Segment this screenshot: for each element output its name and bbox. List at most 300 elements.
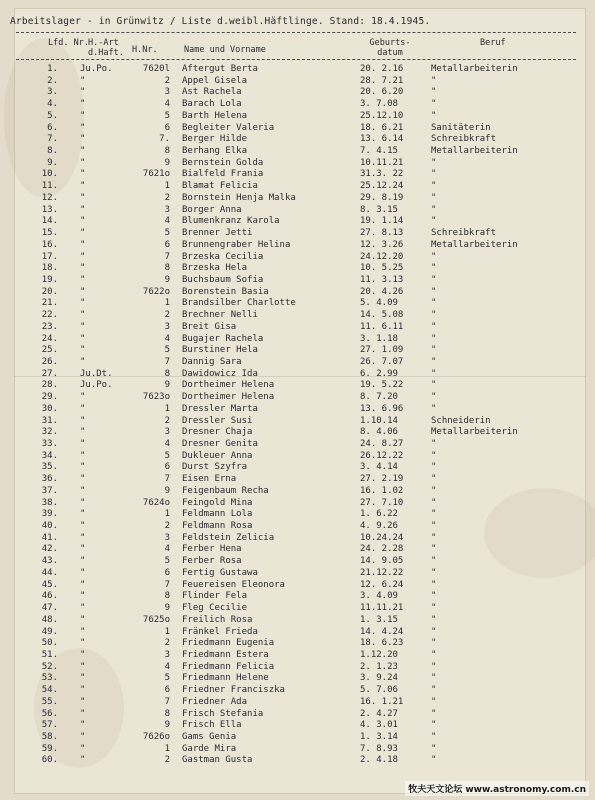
row-birthdate: 27. 2.19 bbox=[360, 474, 404, 485]
row-name: Friedmann Felicia bbox=[182, 661, 275, 672]
row-category: " bbox=[80, 216, 86, 227]
row-prisoner-number: 7625o bbox=[142, 614, 170, 625]
row-occupation: " bbox=[431, 169, 437, 180]
row-prisoner-number: 8 bbox=[164, 708, 170, 719]
row-number: 41. bbox=[41, 532, 58, 543]
row-prisoner-number: 2 bbox=[164, 75, 170, 86]
row-category: " bbox=[80, 462, 86, 473]
row-number: 36. bbox=[41, 474, 58, 485]
row-prisoner-number: 2 bbox=[164, 521, 170, 532]
row-birthdate: 26.12.22 bbox=[360, 450, 404, 461]
table-row bbox=[0, 322, 595, 334]
row-prisoner-number: 5 bbox=[164, 450, 170, 461]
row-category: " bbox=[80, 263, 86, 274]
row-occupation: Metallarbeiterin bbox=[431, 64, 518, 74]
row-prisoner-number: 9 bbox=[164, 157, 170, 168]
row-prisoner-number: 7 bbox=[164, 579, 170, 590]
row-category: " bbox=[80, 181, 86, 192]
row-birthdate: 8. 7.20 bbox=[360, 392, 398, 403]
row-birthdate: 6. 2.99 bbox=[360, 368, 398, 379]
row-occupation: " bbox=[431, 345, 437, 356]
table-row bbox=[0, 627, 595, 639]
row-prisoner-number: 6 bbox=[164, 122, 170, 133]
row-category: " bbox=[80, 310, 86, 321]
row-birthdate: 10.24.24 bbox=[360, 532, 404, 543]
table-row bbox=[0, 216, 595, 228]
watermark-text: 牧夫天文论坛 www.astronomy.com.cn bbox=[405, 781, 589, 796]
row-birthdate: 16. 1.02 bbox=[360, 485, 404, 496]
row-name: Berhang Elka bbox=[182, 146, 248, 157]
row-prisoner-number: 3 bbox=[164, 321, 170, 332]
row-name: Buchsbaum Sofia bbox=[182, 274, 264, 285]
row-category: " bbox=[80, 169, 86, 180]
row-name: Brandsilber Charlotte bbox=[182, 298, 296, 309]
row-occupation: " bbox=[431, 673, 437, 684]
row-name: Breit Gisa bbox=[182, 321, 237, 332]
table-row bbox=[0, 591, 595, 603]
row-occupation: " bbox=[431, 392, 437, 403]
row-birthdate: 11.11.21 bbox=[360, 603, 404, 614]
row-category: " bbox=[80, 87, 86, 98]
row-prisoner-number: 5 bbox=[164, 673, 170, 684]
row-number: 46. bbox=[41, 591, 58, 602]
row-name: Dressler Marta bbox=[182, 403, 258, 414]
table-row bbox=[0, 228, 595, 240]
row-category: Ju.Po. bbox=[80, 64, 113, 74]
row-birthdate: 24. 8.27 bbox=[360, 439, 404, 449]
row-number: 22. bbox=[41, 310, 58, 321]
row-prisoner-number: 1 bbox=[164, 509, 170, 520]
row-category: " bbox=[80, 649, 86, 660]
row-birthdate: 12. 6.24 bbox=[360, 579, 404, 590]
row-number: 57. bbox=[41, 720, 58, 731]
row-occupation: " bbox=[431, 556, 437, 567]
row-birthdate: 16. 1.21 bbox=[360, 696, 404, 707]
row-prisoner-number: 5 bbox=[164, 345, 170, 356]
row-occupation: " bbox=[431, 591, 437, 602]
row-name: Brzeska Cecilia bbox=[182, 251, 264, 262]
row-prisoner-number: 7623o bbox=[142, 392, 170, 403]
row-prisoner-number: 7 bbox=[164, 251, 170, 262]
row-prisoner-number: 5 bbox=[164, 228, 170, 239]
row-birthdate: 20. 2.16 bbox=[360, 64, 404, 74]
row-prisoner-number: 1 bbox=[164, 298, 170, 309]
row-birthdate: 28. 7.21 bbox=[360, 75, 404, 86]
row-category: " bbox=[80, 532, 86, 543]
table-row bbox=[0, 404, 595, 416]
row-prisoner-number: 2 bbox=[164, 755, 170, 766]
row-occupation: " bbox=[431, 755, 437, 766]
row-category: Ju.Dt. bbox=[80, 368, 113, 379]
row-name: Bugajer Rachela bbox=[182, 333, 264, 344]
row-category: " bbox=[80, 743, 86, 754]
row-number: 60. bbox=[41, 755, 58, 766]
row-category: " bbox=[80, 755, 86, 766]
table-row bbox=[0, 709, 595, 721]
row-number: 39. bbox=[41, 509, 58, 520]
table-row bbox=[0, 169, 595, 181]
row-name: Blamat Felicia bbox=[182, 181, 258, 192]
row-category: " bbox=[80, 720, 86, 731]
row-name: Friedner Ada bbox=[182, 696, 248, 707]
row-prisoner-number: 6 bbox=[164, 685, 170, 696]
row-name: Berger Hilde bbox=[182, 134, 248, 145]
row-prisoner-number: 5 bbox=[164, 110, 170, 121]
table-row bbox=[0, 287, 595, 299]
row-category: " bbox=[80, 298, 86, 309]
table-row bbox=[0, 310, 595, 322]
table-row bbox=[0, 380, 595, 392]
prisoner-list bbox=[0, 64, 595, 767]
row-birthdate: 20. 4.26 bbox=[360, 286, 404, 297]
row-category: " bbox=[80, 403, 86, 414]
row-number: 6. bbox=[47, 122, 58, 133]
row-birthdate: 27. 8.13 bbox=[360, 228, 404, 239]
row-number: 28. bbox=[41, 380, 58, 391]
row-birthdate: 10.11.21 bbox=[360, 157, 404, 168]
row-name: Bialfeld Frania bbox=[182, 169, 264, 180]
table-row bbox=[0, 650, 595, 662]
row-number: 13. bbox=[41, 204, 58, 215]
row-category: " bbox=[80, 708, 86, 719]
row-name: Appel Gisela bbox=[182, 75, 248, 86]
row-number: 48. bbox=[41, 614, 58, 625]
document-title: Arbeitslager - in Grünwitz / Liste d.weibl.Häftlinge. Stand: 18.4.1945. bbox=[10, 16, 431, 27]
row-number: 50. bbox=[41, 638, 58, 649]
row-number: 15. bbox=[41, 228, 58, 239]
table-row bbox=[0, 720, 595, 732]
row-prisoner-number: 4 bbox=[164, 99, 170, 110]
column-header-beruf: Beruf bbox=[480, 38, 506, 48]
row-name: Burstiner Hela bbox=[182, 345, 258, 356]
row-occupation: " bbox=[431, 380, 437, 391]
table-row bbox=[0, 685, 595, 697]
row-prisoner-number: 6 bbox=[164, 567, 170, 578]
row-occupation: " bbox=[431, 251, 437, 262]
row-occupation: " bbox=[431, 474, 437, 485]
row-birthdate: 1. 3.15 bbox=[360, 614, 398, 625]
row-category: " bbox=[80, 204, 86, 215]
row-prisoner-number: 3 bbox=[164, 532, 170, 543]
table-row bbox=[0, 755, 595, 767]
row-occupation: " bbox=[431, 579, 437, 590]
row-category: " bbox=[80, 685, 86, 696]
row-birthdate: 27. 1.09 bbox=[360, 345, 404, 356]
row-birthdate: 4. 9.26 bbox=[360, 521, 398, 532]
row-birthdate: 3. 4.14 bbox=[360, 462, 398, 473]
row-name: Ast Rachela bbox=[182, 87, 242, 98]
table-row bbox=[0, 556, 595, 568]
row-name: Dressler Susi bbox=[182, 415, 253, 426]
table-row bbox=[0, 509, 595, 521]
row-number: 11. bbox=[41, 181, 58, 192]
row-category: " bbox=[80, 614, 86, 625]
row-occupation: " bbox=[431, 333, 437, 344]
table-row bbox=[0, 240, 595, 252]
row-birthdate: 29. 8.19 bbox=[360, 192, 404, 203]
row-number: 47. bbox=[41, 603, 58, 614]
row-number: 7. bbox=[47, 134, 58, 145]
row-category: " bbox=[80, 626, 86, 637]
row-number: 2. bbox=[47, 75, 58, 86]
row-birthdate: 11. 3.13 bbox=[360, 274, 404, 285]
row-prisoner-number: 7620l bbox=[142, 64, 170, 74]
row-prisoner-number: 7. bbox=[159, 134, 170, 145]
row-name: Gastman Gusta bbox=[182, 755, 253, 766]
row-name: Borger Anna bbox=[182, 204, 242, 215]
row-prisoner-number: 6 bbox=[164, 462, 170, 473]
row-occupation: " bbox=[431, 204, 437, 215]
row-name: Brzeska Hela bbox=[182, 263, 248, 274]
row-number: 51. bbox=[41, 649, 58, 660]
row-name: Eisen Erna bbox=[182, 474, 237, 485]
row-number: 53. bbox=[41, 673, 58, 684]
row-birthdate: 24.12.20 bbox=[360, 251, 404, 262]
row-number: 8. bbox=[47, 146, 58, 157]
row-name: Ferber Rosa bbox=[182, 556, 242, 567]
row-birthdate: 2. 1.23 bbox=[360, 661, 398, 672]
row-prisoner-number: 4 bbox=[164, 333, 170, 344]
row-birthdate: 8. 4.06 bbox=[360, 427, 398, 438]
row-birthdate: 4. 3.01 bbox=[360, 720, 398, 731]
table-row bbox=[0, 462, 595, 474]
row-category: " bbox=[80, 731, 86, 742]
row-occupation: " bbox=[431, 661, 437, 672]
table-row bbox=[0, 181, 595, 193]
row-occupation: Metallarbeiterin bbox=[431, 427, 518, 438]
row-name: Dresner Genita bbox=[182, 439, 258, 449]
row-name: Dukleuer Anna bbox=[182, 450, 253, 461]
row-prisoner-number: 7624o bbox=[142, 497, 170, 508]
row-name: Frisch Stefania bbox=[182, 708, 264, 719]
row-number: 54. bbox=[41, 685, 58, 696]
row-category: " bbox=[80, 521, 86, 532]
table-row bbox=[0, 673, 595, 685]
row-name: Barth Helena bbox=[182, 110, 248, 121]
row-occupation: Sanitäterin bbox=[431, 122, 491, 133]
row-number: 30. bbox=[41, 403, 58, 414]
row-prisoner-number: 9 bbox=[164, 720, 170, 731]
row-birthdate: 24. 2.28 bbox=[360, 544, 404, 555]
row-category: " bbox=[80, 274, 86, 285]
table-row bbox=[0, 744, 595, 756]
row-name: Fleg Cecilie bbox=[182, 603, 248, 614]
row-number: 26. bbox=[41, 356, 58, 367]
row-occupation: " bbox=[431, 439, 437, 449]
row-prisoner-number: 7 bbox=[164, 474, 170, 485]
row-category: " bbox=[80, 591, 86, 602]
row-number: 23. bbox=[41, 321, 58, 332]
header-rule-top bbox=[16, 32, 576, 33]
row-name: Feuereisen Eleonora bbox=[182, 579, 285, 590]
row-occupation: " bbox=[431, 356, 437, 367]
row-birthdate: 14. 4.24 bbox=[360, 626, 404, 637]
row-name: Gams Genia bbox=[182, 731, 237, 742]
column-header-hnr: H.Nr. bbox=[132, 45, 158, 55]
header-rule-bottom bbox=[16, 59, 576, 60]
row-prisoner-number: 9 bbox=[164, 380, 170, 391]
row-category: " bbox=[80, 157, 86, 168]
row-name: Dortheimer Helena bbox=[182, 392, 275, 403]
row-prisoner-number: 7621o bbox=[142, 169, 170, 180]
row-prisoner-number: 3 bbox=[164, 87, 170, 98]
column-header-name: Name und Vorname bbox=[184, 45, 266, 55]
row-number: 19. bbox=[41, 274, 58, 285]
row-occupation: " bbox=[431, 181, 437, 192]
row-birthdate: 27. 7.10 bbox=[360, 497, 404, 508]
row-category: " bbox=[80, 333, 86, 344]
row-birthdate: 1. 3.14 bbox=[360, 731, 398, 742]
row-number: 42. bbox=[41, 544, 58, 555]
row-number: 44. bbox=[41, 567, 58, 578]
table-row bbox=[0, 146, 595, 158]
row-occupation: " bbox=[431, 286, 437, 297]
row-occupation: " bbox=[431, 708, 437, 719]
row-number: 52. bbox=[41, 661, 58, 672]
row-name: Brunnengraber Helina bbox=[182, 239, 291, 250]
row-name: Feldstein Zelicia bbox=[182, 532, 275, 543]
row-prisoner-number: 1 bbox=[164, 743, 170, 754]
row-name: Dresner Chaja bbox=[182, 427, 253, 438]
table-row bbox=[0, 451, 595, 463]
row-prisoner-number: 4 bbox=[164, 661, 170, 672]
row-name: Begleiter Valeria bbox=[182, 122, 275, 133]
row-prisoner-number: 1 bbox=[164, 626, 170, 637]
row-category: " bbox=[80, 392, 86, 403]
row-name: Durst Szyfra bbox=[182, 462, 248, 473]
row-name: Friedmann Helene bbox=[182, 673, 269, 684]
table-row bbox=[0, 568, 595, 580]
table-row bbox=[0, 369, 595, 381]
table-row bbox=[0, 615, 595, 627]
row-occupation: " bbox=[431, 157, 437, 168]
row-category: " bbox=[80, 485, 86, 496]
row-birthdate: 1.12.20 bbox=[360, 649, 398, 660]
row-category: " bbox=[80, 603, 86, 614]
row-category: " bbox=[80, 661, 86, 672]
row-birthdate: 31.3. 22 bbox=[360, 169, 404, 180]
row-birthdate: 19. 5.22 bbox=[360, 380, 404, 391]
row-number: 38. bbox=[41, 497, 58, 508]
row-birthdate: 7. 8.93 bbox=[360, 743, 398, 754]
row-occupation: " bbox=[431, 731, 437, 742]
row-number: 1. bbox=[47, 64, 58, 74]
row-category: " bbox=[80, 228, 86, 239]
table-row bbox=[0, 134, 595, 146]
row-prisoner-number: 6 bbox=[164, 239, 170, 250]
row-category: " bbox=[80, 75, 86, 86]
row-occupation: Metallarbeiterin bbox=[431, 146, 518, 157]
row-name: Aftergut Berta bbox=[182, 64, 258, 74]
row-occupation: " bbox=[431, 521, 437, 532]
row-occupation: " bbox=[431, 99, 437, 110]
row-prisoner-number: 4 bbox=[164, 544, 170, 555]
row-category: " bbox=[80, 673, 86, 684]
row-name: Flinder Fela bbox=[182, 591, 248, 602]
row-occupation: " bbox=[431, 497, 437, 508]
row-occupation: " bbox=[431, 626, 437, 637]
row-occupation: Schreibkraft bbox=[431, 228, 497, 239]
row-name: Blumenkranz Karola bbox=[182, 216, 280, 227]
table-row bbox=[0, 205, 595, 217]
row-category: " bbox=[80, 567, 86, 578]
row-birthdate: 25.12.24 bbox=[360, 181, 404, 192]
table-row bbox=[0, 638, 595, 650]
row-occupation: " bbox=[431, 567, 437, 578]
row-prisoner-number: 8 bbox=[164, 591, 170, 602]
row-occupation: " bbox=[431, 462, 437, 473]
row-occupation: " bbox=[431, 603, 437, 614]
row-name: Brenner Jetti bbox=[182, 228, 253, 239]
row-name: Dawidowicz Ida bbox=[182, 368, 258, 379]
row-prisoner-number: 3 bbox=[164, 427, 170, 438]
row-prisoner-number: 9 bbox=[164, 274, 170, 285]
row-category: " bbox=[80, 239, 86, 250]
row-birthdate: 3. 1.18 bbox=[360, 333, 398, 344]
row-number: 17. bbox=[41, 251, 58, 262]
row-category: " bbox=[80, 696, 86, 707]
row-number: 12. bbox=[41, 192, 58, 203]
row-birthdate: 3. 7.08 bbox=[360, 99, 398, 110]
row-category: " bbox=[80, 122, 86, 133]
row-number: 24. bbox=[41, 333, 58, 344]
row-number: 5. bbox=[47, 110, 58, 121]
row-occupation: " bbox=[431, 110, 437, 121]
row-prisoner-number: 8 bbox=[164, 263, 170, 274]
row-number: 27. bbox=[41, 368, 58, 379]
row-occupation: Metallarbeiterin bbox=[431, 239, 518, 250]
row-birthdate: 12. 3.26 bbox=[360, 239, 404, 250]
row-category: " bbox=[80, 638, 86, 649]
row-prisoner-number: 9 bbox=[164, 485, 170, 496]
row-category: " bbox=[80, 356, 86, 367]
table-row bbox=[0, 158, 595, 170]
table-row bbox=[0, 298, 595, 310]
table-row bbox=[0, 357, 595, 369]
row-prisoner-number: 2 bbox=[164, 638, 170, 649]
row-category: " bbox=[80, 544, 86, 555]
row-number: 35. bbox=[41, 462, 58, 473]
row-prisoner-number: 7626o bbox=[142, 731, 170, 742]
row-birthdate: 14. 5.08 bbox=[360, 310, 404, 321]
table-row bbox=[0, 64, 595, 76]
row-occupation: " bbox=[431, 403, 437, 414]
table-row bbox=[0, 439, 595, 451]
row-birthdate: 10. 5.25 bbox=[360, 263, 404, 274]
table-row bbox=[0, 416, 595, 428]
row-category: " bbox=[80, 556, 86, 567]
row-name: Dannig Sara bbox=[182, 356, 242, 367]
row-number: 43. bbox=[41, 556, 58, 567]
row-birthdate: 3. 4.09 bbox=[360, 591, 398, 602]
row-number: 59. bbox=[41, 743, 58, 754]
row-prisoner-number: 1 bbox=[164, 403, 170, 414]
row-birthdate: 11. 6.11 bbox=[360, 321, 404, 332]
row-category: Ju.Po. bbox=[80, 380, 113, 391]
table-row bbox=[0, 603, 595, 615]
row-occupation: " bbox=[431, 310, 437, 321]
row-prisoner-number: 7 bbox=[164, 356, 170, 367]
row-occupation: " bbox=[431, 87, 437, 98]
row-prisoner-number: 4 bbox=[164, 216, 170, 227]
row-number: 34. bbox=[41, 450, 58, 461]
row-category: " bbox=[80, 146, 86, 157]
table-row bbox=[0, 580, 595, 592]
row-number: 49. bbox=[41, 626, 58, 637]
row-category: " bbox=[80, 439, 86, 449]
row-occupation: " bbox=[431, 298, 437, 309]
row-number: 56. bbox=[41, 708, 58, 719]
